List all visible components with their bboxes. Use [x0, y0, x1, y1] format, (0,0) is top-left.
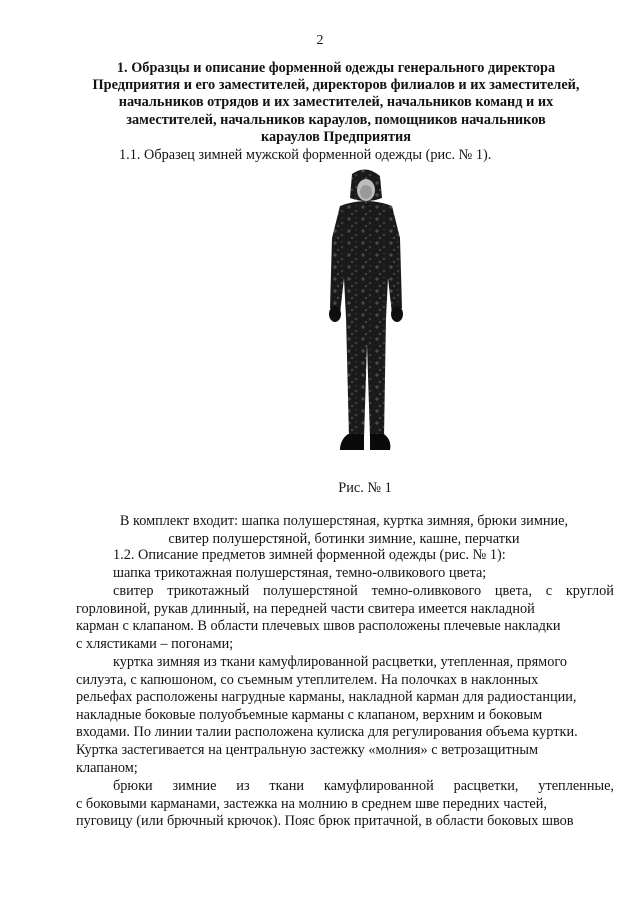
paragraph-line: накладные боковые полуобъемные карманы с клапаном, верхним и боковым: [76, 706, 543, 723]
word: темно-оливкового: [371, 583, 482, 599]
heading-line: Предприятия и его заместителей, директоров филиалов и их заместителей,: [92, 77, 580, 94]
set-line: В комплект входит: шапка полушерстяная, куртка зимняя, брюки зимние,: [119, 513, 569, 529]
word: зимние: [172, 778, 217, 794]
heading-line: 1. Образцы и описание форменной одежды генерального директора: [116, 60, 556, 76]
figure-caption: Рис. № 1: [338, 480, 392, 496]
subsection-title: 1.1. Образец зимней мужской форменной одежды (рис. № 1).: [119, 147, 492, 163]
heading-line: начальников отрядов и их заместителей, начальников команд и их: [118, 94, 554, 111]
section-1-2-title: 1.2. Описание предметов зимней форменной одежды (рис. № 1):: [113, 547, 506, 563]
hat-description: шапка трикотажная полушерстяная, темно-олвикового цвета;: [113, 564, 487, 581]
heading-line: караулов Предприятия: [260, 128, 412, 145]
paragraph-line: куртка зимняя из ткани камуфлированной расцветки, утепленная, прямого: [113, 654, 568, 670]
section-1-2-block: [76, 547, 614, 582]
uniform-figure-image: [318, 168, 414, 458]
word: расцветки,: [453, 778, 519, 794]
heading-line: заместителей, начальников караулов, помощников начальников: [126, 111, 546, 128]
word: трикотажный: [167, 583, 250, 599]
paragraph-line: с боковыми карманами, застежка на молнию в среднем шве передних частей,: [76, 795, 547, 812]
paragraph-line: карман с клапаном. В области плечевых швов расположены плечевые накладки: [76, 618, 561, 635]
paragraph-line: клапаном;: [76, 759, 138, 776]
page-number: 2: [316, 33, 324, 48]
word: камуфлированной: [323, 778, 434, 794]
paragraph-line: горловиной, рукав длинный, на передней части свитера имеется накладной: [76, 600, 535, 617]
word: круглой: [565, 583, 614, 599]
paragraph-line: с хлястиками – погонами;: [76, 635, 234, 652]
section-heading: [70, 60, 602, 146]
paragraph-line: [76, 583, 614, 601]
paragraph-line: пуговицу (или брючный крючок). Пояс брюк притачной, в области боковых швов: [76, 813, 574, 830]
sweater-description: [76, 583, 614, 653]
word: цвета,: [494, 583, 532, 599]
word: с: [545, 583, 553, 599]
word: свитер: [113, 583, 154, 599]
jacket-description: [76, 654, 614, 777]
word: из: [236, 778, 250, 794]
paragraph-line: Куртка застегивается на центральную застежку «молния» с ветрозащитным: [76, 741, 539, 758]
paragraph-line: силуэта, с капюшоном, со съемным утеплителем. На полочках в наклонных: [76, 671, 539, 688]
word: брюки: [113, 778, 153, 794]
set-contents: [64, 513, 624, 548]
paragraph-line: [76, 778, 614, 796]
uniform-photo: [318, 168, 414, 458]
word: полушерстяной: [263, 583, 358, 599]
word: ткани: [269, 778, 305, 794]
paragraph-line: рельефах расположены нагрудные карманы, накладной карман для радиостанции,: [76, 689, 577, 706]
word: утепленные,: [538, 778, 614, 794]
set-line: свитер полушерстяной, ботинки зимние, кашне, перчатки: [168, 530, 520, 547]
paragraph-line: входами. По линии талии расположена кулиска для регулирования объема куртки.: [76, 724, 578, 741]
trousers-description: [76, 778, 614, 831]
